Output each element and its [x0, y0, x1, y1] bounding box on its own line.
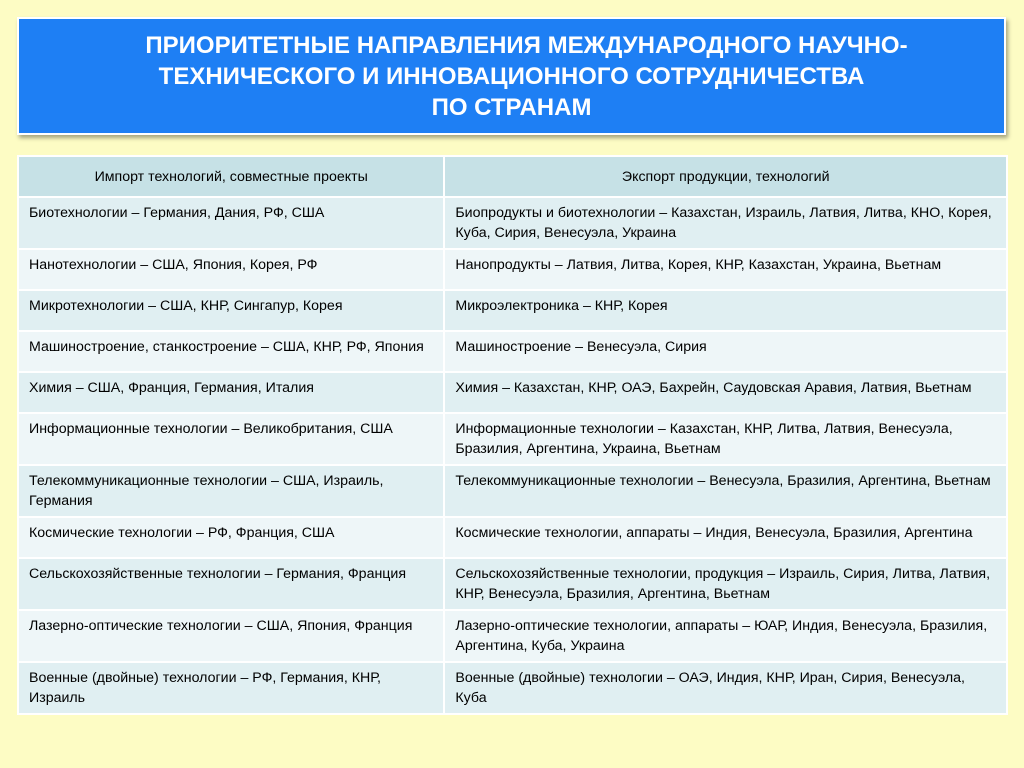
table-row: [18, 662, 1007, 714]
export-cell: Химия – Казахстан, КНР, ОАЭ, Бахрейн, Саудовская Аравия, Латвия, Вьетнам: [444, 372, 1007, 413]
export-cell: Биопродукты и биотехнологии – Казахстан, Израиль, Латвия, Литва, КНО, Корея, Куба, Сирия, Венесуэла, Украина: [444, 197, 1007, 249]
table-row: [18, 290, 1007, 331]
import-cell: Сельскохозяйственные технологии – Германия, Франция: [18, 558, 444, 610]
table-row: [18, 558, 1007, 610]
export-cell: Военные (двойные) технологии – ОАЭ, Индия, КНР, Иран, Сирия, Венесуэла, Куба: [444, 662, 1007, 714]
table-row: [18, 465, 1007, 517]
title-line-2: ТЕХНИЧЕСКОГО И ИННОВАЦИОННОГО СОТРУДНИЧЕСТВА: [158, 62, 865, 90]
title-line-3: ПО СТРАНАМ: [431, 93, 592, 121]
table-row: [18, 372, 1007, 413]
header-export: Экспорт продукции, технологий: [444, 156, 1007, 197]
export-cell: Сельскохозяйственные технологии, продукция – Израиль, Сирия, Литва, Латвия, КНР, Венесуэла, Бразилия, Аргентина, Вьетнам: [444, 558, 1007, 610]
table-header-row: [18, 156, 1007, 197]
import-cell: Телекоммуникационные технологии – США, Израиль, Германия: [18, 465, 444, 517]
export-cell: Лазерно-оптические технологии, аппараты – ЮАР, Индия, Венесуэла, Бразилия, Аргентина, Куба, Украина: [444, 610, 1007, 662]
header-import: Импорт технологий, совместные проекты: [18, 156, 444, 197]
export-cell: Информационные технологии – Казахстан, КНР, Литва, Латвия, Венесуэла, Бразилия, Аргентина, Украина, Вьетнам: [444, 413, 1007, 465]
import-cell: Биотехнологии – Германия, Дания, РФ, США: [18, 197, 444, 249]
import-cell: Машиностроение, станкостроение – США, КНР, РФ, Япония: [18, 331, 444, 372]
title-line-1: ПРИОРИТЕТНЫЕ НАПРАВЛЕНИЯ МЕЖДУНАРОДНОГО НАУЧНО-: [145, 31, 908, 59]
title-banner: [17, 17, 1006, 135]
import-cell: Космические технологии – РФ, Франция, США: [18, 517, 444, 558]
import-cell: Химия – США, Франция, Германия, Италия: [18, 372, 444, 413]
export-cell: Телекоммуникационные технологии – Венесуэла, Бразилия, Аргентина, Вьетнам: [444, 465, 1007, 517]
export-cell: Космические технологии, аппараты – Индия, Венесуэла, Бразилия, Аргентина: [444, 517, 1007, 558]
export-cell: Микроэлектроника – КНР, Корея: [444, 290, 1007, 331]
import-cell: Информационные технологии – Великобритания, США: [18, 413, 444, 465]
import-cell: Военные (двойные) технологии – РФ, Германия, КНР, Израиль: [18, 662, 444, 714]
import-cell: Лазерно-оптические технологии – США, Япония, Франция: [18, 610, 444, 662]
table-row: [18, 517, 1007, 558]
table-row: [18, 197, 1007, 249]
table-row: [18, 249, 1007, 290]
import-cell: Нанотехнологии – США, Япония, Корея, РФ: [18, 249, 444, 290]
table-row: [18, 610, 1007, 662]
cooperation-table: [17, 155, 1008, 715]
table-row: [18, 331, 1007, 372]
import-cell: Микротехнологии – США, КНР, Сингапур, Корея: [18, 290, 444, 331]
export-cell: Машиностроение – Венесуэла, Сирия: [444, 331, 1007, 372]
export-cell: Нанопродукты – Латвия, Литва, Корея, КНР, Казахстан, Украина, Вьетнам: [444, 249, 1007, 290]
table-row: [18, 413, 1007, 465]
